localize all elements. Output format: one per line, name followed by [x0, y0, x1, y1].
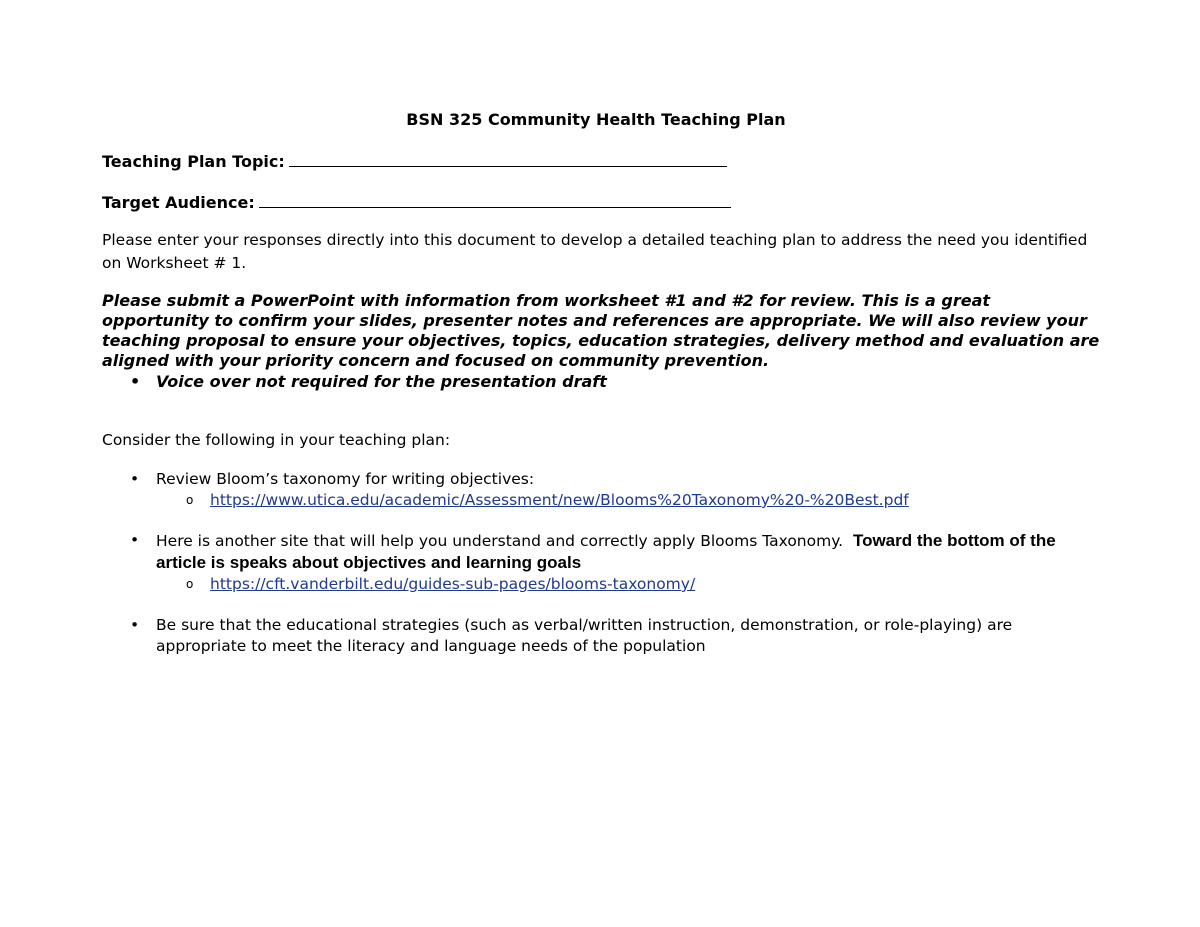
list-item-text: Here is another site that will help you understand and correctly apply Blooms Taxonomy. [156, 532, 844, 550]
list-item-text: Review Bloom’s taxonomy for writing objectives: [156, 470, 535, 488]
bullet-icon: • [130, 372, 141, 391]
consider-heading: Consider the following in your teaching plan: [102, 431, 451, 449]
list-item [102, 615, 1102, 657]
topic-label: Teaching Plan Topic: [102, 152, 285, 171]
list-item [102, 530, 1102, 595]
sub-bullet-icon: o [186, 577, 194, 591]
sub-bullet-icon: o [186, 493, 194, 507]
instruction-bullet [102, 372, 607, 392]
topic-blank-line[interactable] [289, 150, 727, 167]
sub-list-item [102, 574, 1102, 595]
audience-blank-line[interactable] [259, 191, 731, 208]
list-item-emphasis: Toward the bottom of the article is speaks about objectives and learning goals [156, 531, 1056, 572]
list-item [102, 469, 1102, 511]
instructions-paragraph: Please submit a PowerPoint with information from worksheet #1 and #2 for review. This is a great opportunity to confirm your slides, presenter notes and references are appropriate. We will also review your teaching proposal to ensure your objectives, topics, education strategies, delivery method and evaluation are aligned with your priority concern and focused on community prevention. [102, 291, 1100, 370]
instruction-bullet-text: Voice over not required for the presentation draft [156, 372, 607, 391]
sub-list-item [102, 490, 1102, 511]
audience-label: Target Audience: [102, 193, 255, 212]
list-item-text: Be sure that the educational strategies (such as verbal/written instruction, demonstration, or role-playing) are appropriate to meet the literacy and language needs of the population [156, 616, 1013, 655]
list-item-text-wrap [102, 530, 1102, 574]
page-title: BSN 325 Community Health Teaching Plan [406, 110, 786, 129]
bullet-icon: • [130, 531, 140, 549]
audience-field [102, 191, 731, 214]
intro-paragraph: Please enter your responses directly into this document to develop a detailed teaching plan to address the need you identified on Worksheet # 1. [102, 231, 1088, 272]
bullet-icon: • [130, 470, 140, 488]
topic-field [102, 150, 727, 173]
utica-blooms-link[interactable]: https://www.utica.edu/academic/Assessment/new/Blooms%20Taxonomy%20-%20Best.pdf [210, 491, 909, 509]
bullet-icon: • [130, 616, 140, 634]
vanderbilt-blooms-link[interactable]: https://cft.vanderbilt.edu/guides-sub-pages/blooms-taxonomy/ [210, 575, 696, 593]
